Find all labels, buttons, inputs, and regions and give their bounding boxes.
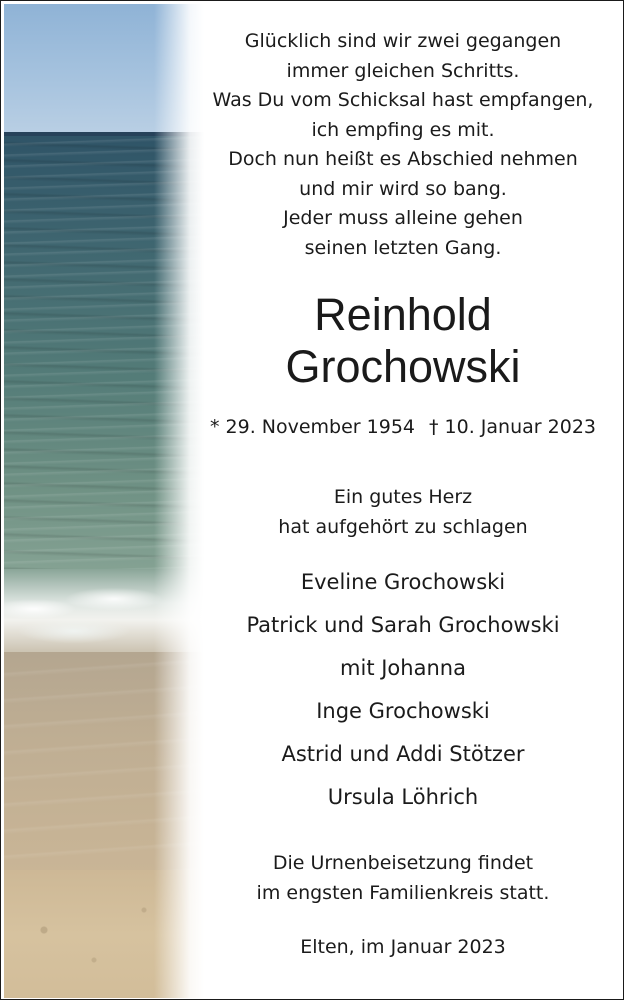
mourner-entry: mit Johanna [340,656,466,680]
deceased-name [186,289,620,393]
notice-text-column [186,1,620,999]
deceased-first-name: Reinhold [314,289,492,340]
life-dates [186,413,620,441]
photo-fade-overlay [4,4,204,998]
tagline-line: hat aufgehört zu schlagen [278,515,528,538]
burial-line: im engsten Familienkreis statt. [256,881,550,904]
mourner-entry: Eveline Grochowski [300,570,506,594]
poem-line: immer gleichen Schritts. [286,59,520,82]
deceased-last-name: Grochowski [285,341,521,392]
place-and-date: Elten, im Januar 2023 [300,936,506,958]
mourner-entry: Inge Grochowski [316,699,490,723]
tagline [186,483,620,542]
beach-sea-photo [4,4,204,998]
poem-line: Was Du vom Schicksal hast empfangen, [212,89,594,111]
burial-line: Die Urnenbeisetzung findet [272,852,534,874]
death-date: † 10. Januar 2023 [429,416,596,438]
birth-date: * 29. November 1954 [209,416,416,438]
tagline-line: Ein gutes Herz [333,486,473,508]
poem-line: ich empfing es mit. [311,118,495,141]
mourners-list [186,561,620,819]
poem [186,27,620,263]
poem-line: Jeder muss alleine gehen [283,207,523,229]
mourner-entry: Ursula Löhrich [327,785,479,809]
poem-line: Doch nun heißt es Abschied nehmen [228,148,578,170]
poem-line: Glücklich sind wir zwei gegangen [244,30,562,52]
mourner-entry: Patrick und Sarah Grochowski [246,613,560,637]
poem-line: seinen letzten Gang. [304,236,502,259]
poem-line: und mir wird so bang. [299,177,507,200]
burial-note [186,849,620,908]
mourner-entry: Astrid und Addi Stötzer [281,742,525,766]
